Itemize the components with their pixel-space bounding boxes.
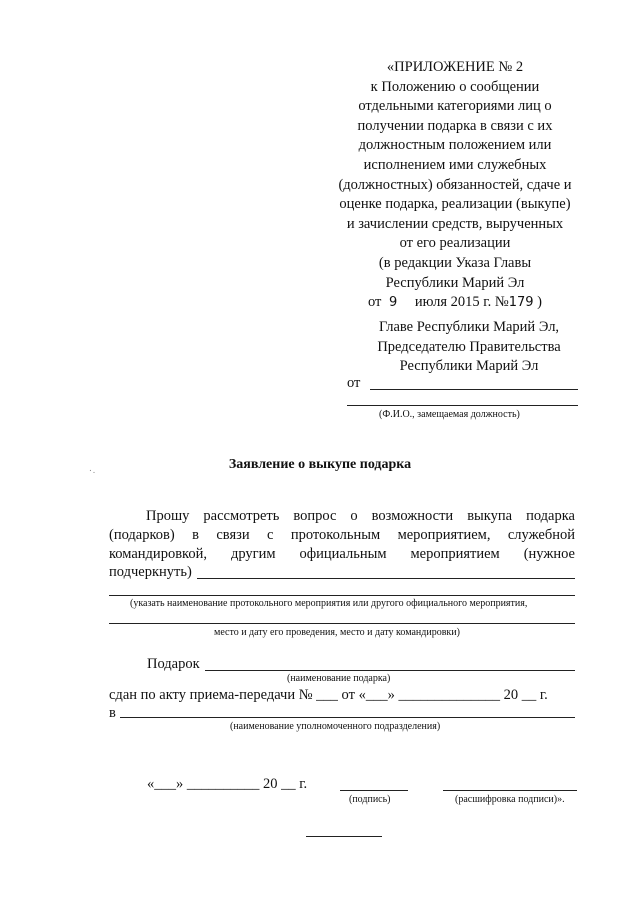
decree-month-year: июля 2015 г. № <box>414 294 509 311</box>
department-caption: (наименование уполномоченного подразделения) <box>230 721 441 732</box>
document-title: Заявление о выкупе подарка <box>228 457 412 472</box>
addressee-line: Председателю Правительства <box>377 338 561 355</box>
signature-caption: (подпись) <box>349 794 391 805</box>
event-field-line-2[interactable] <box>109 595 575 596</box>
gift-name-field[interactable] <box>205 670 575 671</box>
margin-mark: ٠. <box>88 465 96 475</box>
gift-caption: (наименование подарка) <box>287 673 391 684</box>
body-line: Прошу рассмотреть вопрос о возможности выкупа подарка <box>146 508 575 524</box>
event-caption-1: (указать наименование протокольного мероприятия или другого официального мероприятия, <box>130 598 528 609</box>
addressee-line: Республики Марий Эл <box>399 358 539 375</box>
appendix-line: Республики Марий Эл <box>385 274 525 291</box>
event-field-line-3[interactable] <box>109 623 575 624</box>
decree-line <box>330 293 580 313</box>
decree-day: 9 <box>389 295 398 311</box>
appendix-line: отдельными категориями лиц о <box>358 98 552 115</box>
appendix-line: (должностных) обязанностей, сдаче и <box>338 176 572 193</box>
appendix-line: оценке подарка, реализации (выкупе) <box>339 196 571 213</box>
event-field[interactable] <box>197 578 575 579</box>
decree-suffix: ) <box>537 294 543 311</box>
signature-decode-field[interactable] <box>443 790 577 791</box>
closing-rule <box>306 836 382 837</box>
appendix-line: от его реализации <box>399 235 511 252</box>
addressee-block <box>350 318 588 377</box>
from-label: от <box>347 375 361 391</box>
signature-field[interactable] <box>340 790 408 791</box>
body-line: командировкой, другим официальным мероприятием (нужное <box>109 546 575 563</box>
department-field[interactable] <box>120 717 575 718</box>
body-line: (подарков) в связи с протокольным мероприятием, служебной <box>109 527 575 544</box>
from-position-field[interactable] <box>347 405 578 406</box>
sign-date: «___» __________ 20 __ г. <box>147 776 308 792</box>
appendix-line: исполнением ими служебных <box>363 156 547 173</box>
request-paragraph <box>109 507 575 565</box>
appendix-line: должностным положением или <box>358 137 552 154</box>
appendix-header <box>330 58 580 313</box>
addressee-line: Главе Республики Марий Эл, <box>378 319 560 335</box>
event-caption-2: место и дату его проведения, место и дату командировки) <box>214 627 460 638</box>
appendix-line: «ПРИЛОЖЕНИЕ № 2 <box>386 59 524 75</box>
decree-number: 179 <box>508 295 534 311</box>
from-name-field[interactable] <box>370 389 578 390</box>
act-line: сдан по акту приема-передачи № ___ от «___» ______________ 20 __ г. <box>109 687 548 703</box>
underline-label: подчеркнуть) <box>109 564 192 580</box>
appendix-line: к Положению о сообщении <box>370 78 540 95</box>
gift-label: Подарок <box>147 656 200 672</box>
appendix-line: получении подарка в связи с их <box>357 117 553 134</box>
signature-decode-caption: (расшифровка подписи)». <box>455 794 565 805</box>
decree-prefix: от <box>367 294 382 311</box>
appendix-line: и зачислении средств, вырученных <box>346 215 564 232</box>
appendix-line: (в редакции Указа Главы <box>378 254 532 271</box>
from-caption: (Ф.И.О., замещаемая должность) <box>379 409 520 420</box>
act-in-label: в <box>109 705 116 721</box>
